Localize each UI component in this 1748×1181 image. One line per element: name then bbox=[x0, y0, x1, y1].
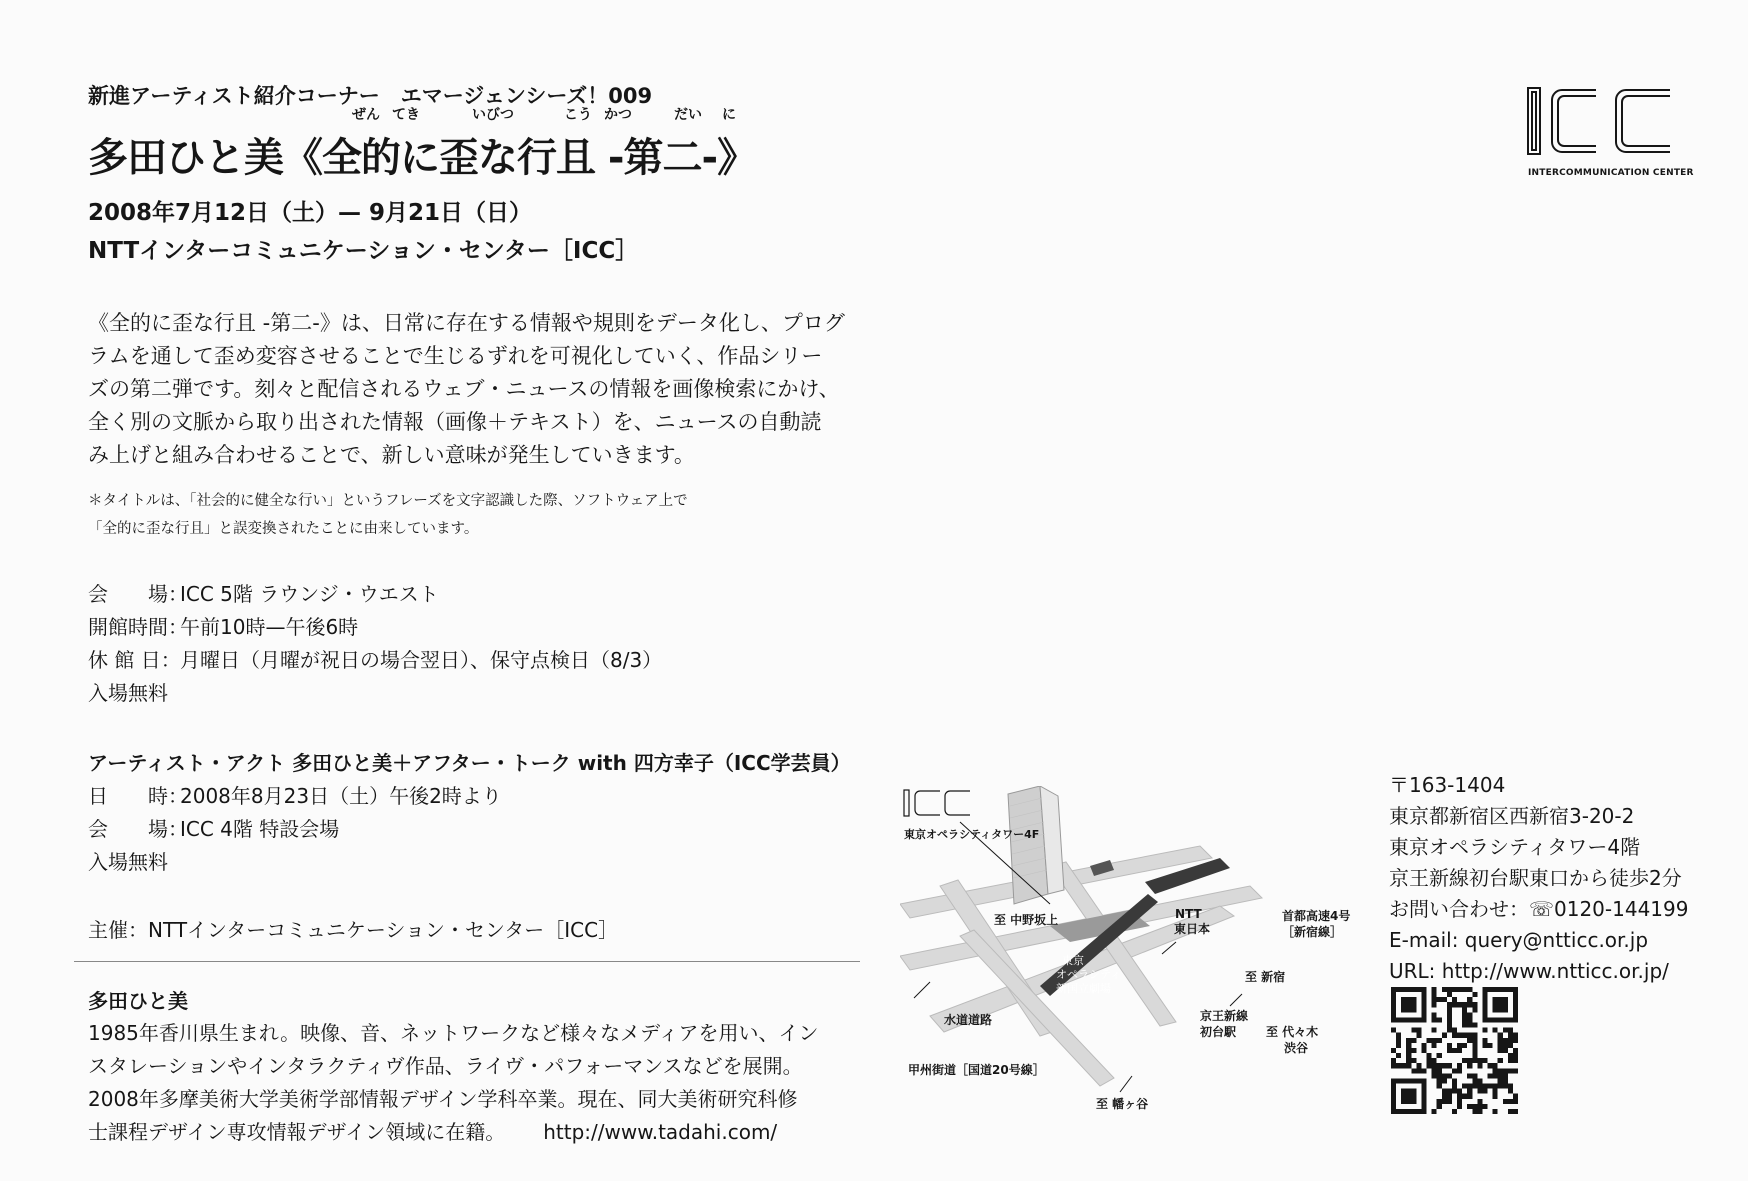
bio-line: 1985年香川県生まれ。映像、音、ネットワークなど様々なメディアを用い、イン bbox=[88, 1021, 819, 1045]
ruby-ibitsu: いびつ bbox=[472, 107, 514, 123]
ruby-zen: ぜん bbox=[352, 107, 380, 123]
map-keio-label-2: 初台駅 bbox=[1200, 1025, 1237, 1039]
map-yoyogi-label-1: 至 代々木 bbox=[1266, 1025, 1319, 1039]
logo-subtitle: INTERCOMMUNICATION CENTER bbox=[1528, 168, 1694, 178]
info-closed-value: 月曜日（月曜が祝日の場合翌日）、保守点検日（8/3） bbox=[180, 648, 663, 672]
ruby-kou: こう bbox=[564, 107, 592, 123]
description-line: ズの第二弾です。刻々と配信されるウェブ・ニュースの情報を画像検索にかけ、 bbox=[88, 377, 840, 401]
map-opera-label-2: オペラシティ bbox=[1056, 968, 1122, 981]
info-closed bbox=[88, 644, 662, 677]
bio-line bbox=[88, 1116, 819, 1149]
artist-url-link[interactable]: http://www.tadahi.com/ bbox=[543, 1120, 778, 1144]
qr-code-icon[interactable] bbox=[1391, 987, 1518, 1114]
address-line2: 東京オペラシティタワー4階 bbox=[1389, 835, 1641, 859]
info-hours-label: 開館時間： bbox=[88, 615, 188, 639]
event-venue-label: 会 場： bbox=[88, 817, 188, 841]
info-hours-value: 午前10時—午後6時 bbox=[180, 615, 359, 639]
address-postal: 〒163-1404 bbox=[1389, 773, 1506, 797]
description-line: み上げと組み合わせることで、新しい意味が発生していきます。 bbox=[88, 443, 695, 467]
map-tower-label: 東京オペラシティタワー4F bbox=[904, 828, 1040, 841]
event-date-label: 日 時： bbox=[88, 784, 188, 808]
info-venue-value: ICC 5階 ラウンジ・ウエスト bbox=[180, 582, 439, 606]
access-map bbox=[900, 786, 1370, 1126]
event-venue-value: ICC 4階 特設会場 bbox=[180, 817, 340, 841]
info-admission: 入場無料 bbox=[88, 681, 168, 705]
note-line: ＊タイトルは、「社会的に健全な行い」というフレーズを文字認識した際、ソフトウェア上で bbox=[88, 493, 688, 509]
address-line1: 東京都新宿区西新宿3-20-2 bbox=[1389, 804, 1635, 828]
artist-name: 多田ひと美 bbox=[88, 989, 188, 1013]
map-shinjuku-label: 至 新宿 bbox=[1245, 970, 1286, 984]
map-ntt-label-1: NTT bbox=[1175, 907, 1202, 921]
map-opera-label-1: 東京 bbox=[1062, 954, 1084, 967]
ruby-katsu: かつ bbox=[604, 107, 632, 123]
exhibition-info bbox=[88, 578, 662, 710]
map-yoyogi-label-2: 渋谷 bbox=[1284, 1041, 1309, 1055]
info-venue-label: 会 場： bbox=[88, 582, 188, 606]
organizer: 主催：NTTインターコミュニケーション・センター［ICC］ bbox=[88, 918, 619, 942]
map-ntt-label-2: 東日本 bbox=[1174, 922, 1211, 936]
map-keio-label-1: 京王新線 bbox=[1200, 1009, 1249, 1023]
bio-line-text: 士課程デザイン専攻情報デザイン領域に在籍。 bbox=[88, 1120, 506, 1144]
info-closed-label: 休 館 日： bbox=[88, 648, 181, 672]
info-hours bbox=[88, 611, 662, 644]
event-date-value: 2008年8月23日（土）午後2時より bbox=[180, 784, 502, 808]
address-url[interactable]: URL: http://www.ntticc.or.jp/ bbox=[1389, 959, 1669, 983]
map-koshu-label: 甲州街道［国道20号線］ bbox=[908, 1063, 1045, 1077]
description-line: 全く別の文脈から取り出された情報（画像＋テキスト）を、ニュースの自動読 bbox=[88, 410, 822, 434]
event-info bbox=[88, 780, 502, 879]
series-heading: 新進アーティスト紹介コーナー エマージェンシーズ！009 bbox=[88, 84, 653, 108]
bio-line: 2008年多摩美術大学美術学部情報デザイン学科卒業。現在、同大美術研究科修 bbox=[88, 1087, 798, 1111]
address-phone: お問い合わせ：☏0120-144199 bbox=[1389, 897, 1689, 921]
title-note bbox=[88, 487, 688, 543]
event-venue bbox=[88, 813, 502, 846]
icc-logo bbox=[1526, 86, 1676, 156]
exhibition-dates: 2008年7月12日（土）— 9月21日（日） bbox=[88, 200, 533, 226]
exhibition-venue: NTTインターコミュニケーション・センター［ICC］ bbox=[88, 238, 639, 264]
description bbox=[88, 307, 845, 472]
ruby-ni: に bbox=[722, 107, 736, 123]
info-venue bbox=[88, 578, 662, 611]
note-line: 「全的に歪な行且」と誤変換されたことに由来しています。 bbox=[88, 521, 479, 537]
address-block bbox=[1389, 770, 1688, 987]
ruby-dai: だい bbox=[674, 107, 702, 123]
ruby-teki: てき bbox=[392, 107, 420, 123]
event-admission: 入場無料 bbox=[88, 850, 168, 874]
event-date bbox=[88, 780, 502, 813]
map-opera-label-3: 新国立劇場 bbox=[1056, 982, 1111, 995]
address-email[interactable]: E-mail: query@ntticc.or.jp bbox=[1389, 928, 1649, 952]
artist-bio bbox=[88, 1017, 819, 1149]
description-line: ラムを通して歪め変容させることで生じるずれを可視化していく、作品シリー bbox=[88, 344, 823, 368]
address-access: 京王新線初台駅東口から徒歩2分 bbox=[1389, 866, 1682, 890]
divider bbox=[74, 961, 860, 962]
bio-line: スタレーションやインタラクティヴ作品、ライヴ・パフォーマンスなどを展開。 bbox=[88, 1054, 803, 1078]
map-suido-label: 水道道路 bbox=[944, 1013, 993, 1027]
map-hatagaya-label: 至 幡ヶ谷 bbox=[1096, 1097, 1149, 1111]
description-line: 《全的に歪な行且 -第二-》は、日常に存在する情報や規則をデータ化し、プログ bbox=[88, 311, 845, 335]
event-title: アーティスト・アクト 多田ひと美＋アフター・トーク with 四方幸子（ICC学芸員） bbox=[88, 751, 851, 775]
map-expressway-label-1: 首都高速4号 bbox=[1282, 909, 1351, 923]
exhibition-title: 多田ひと美《全的に歪な行且 -第二-》 bbox=[88, 135, 757, 181]
map-nakano-label: 至 中野坂上 bbox=[994, 913, 1059, 927]
map-expressway-label-2: ［新宿線］ bbox=[1282, 925, 1343, 939]
